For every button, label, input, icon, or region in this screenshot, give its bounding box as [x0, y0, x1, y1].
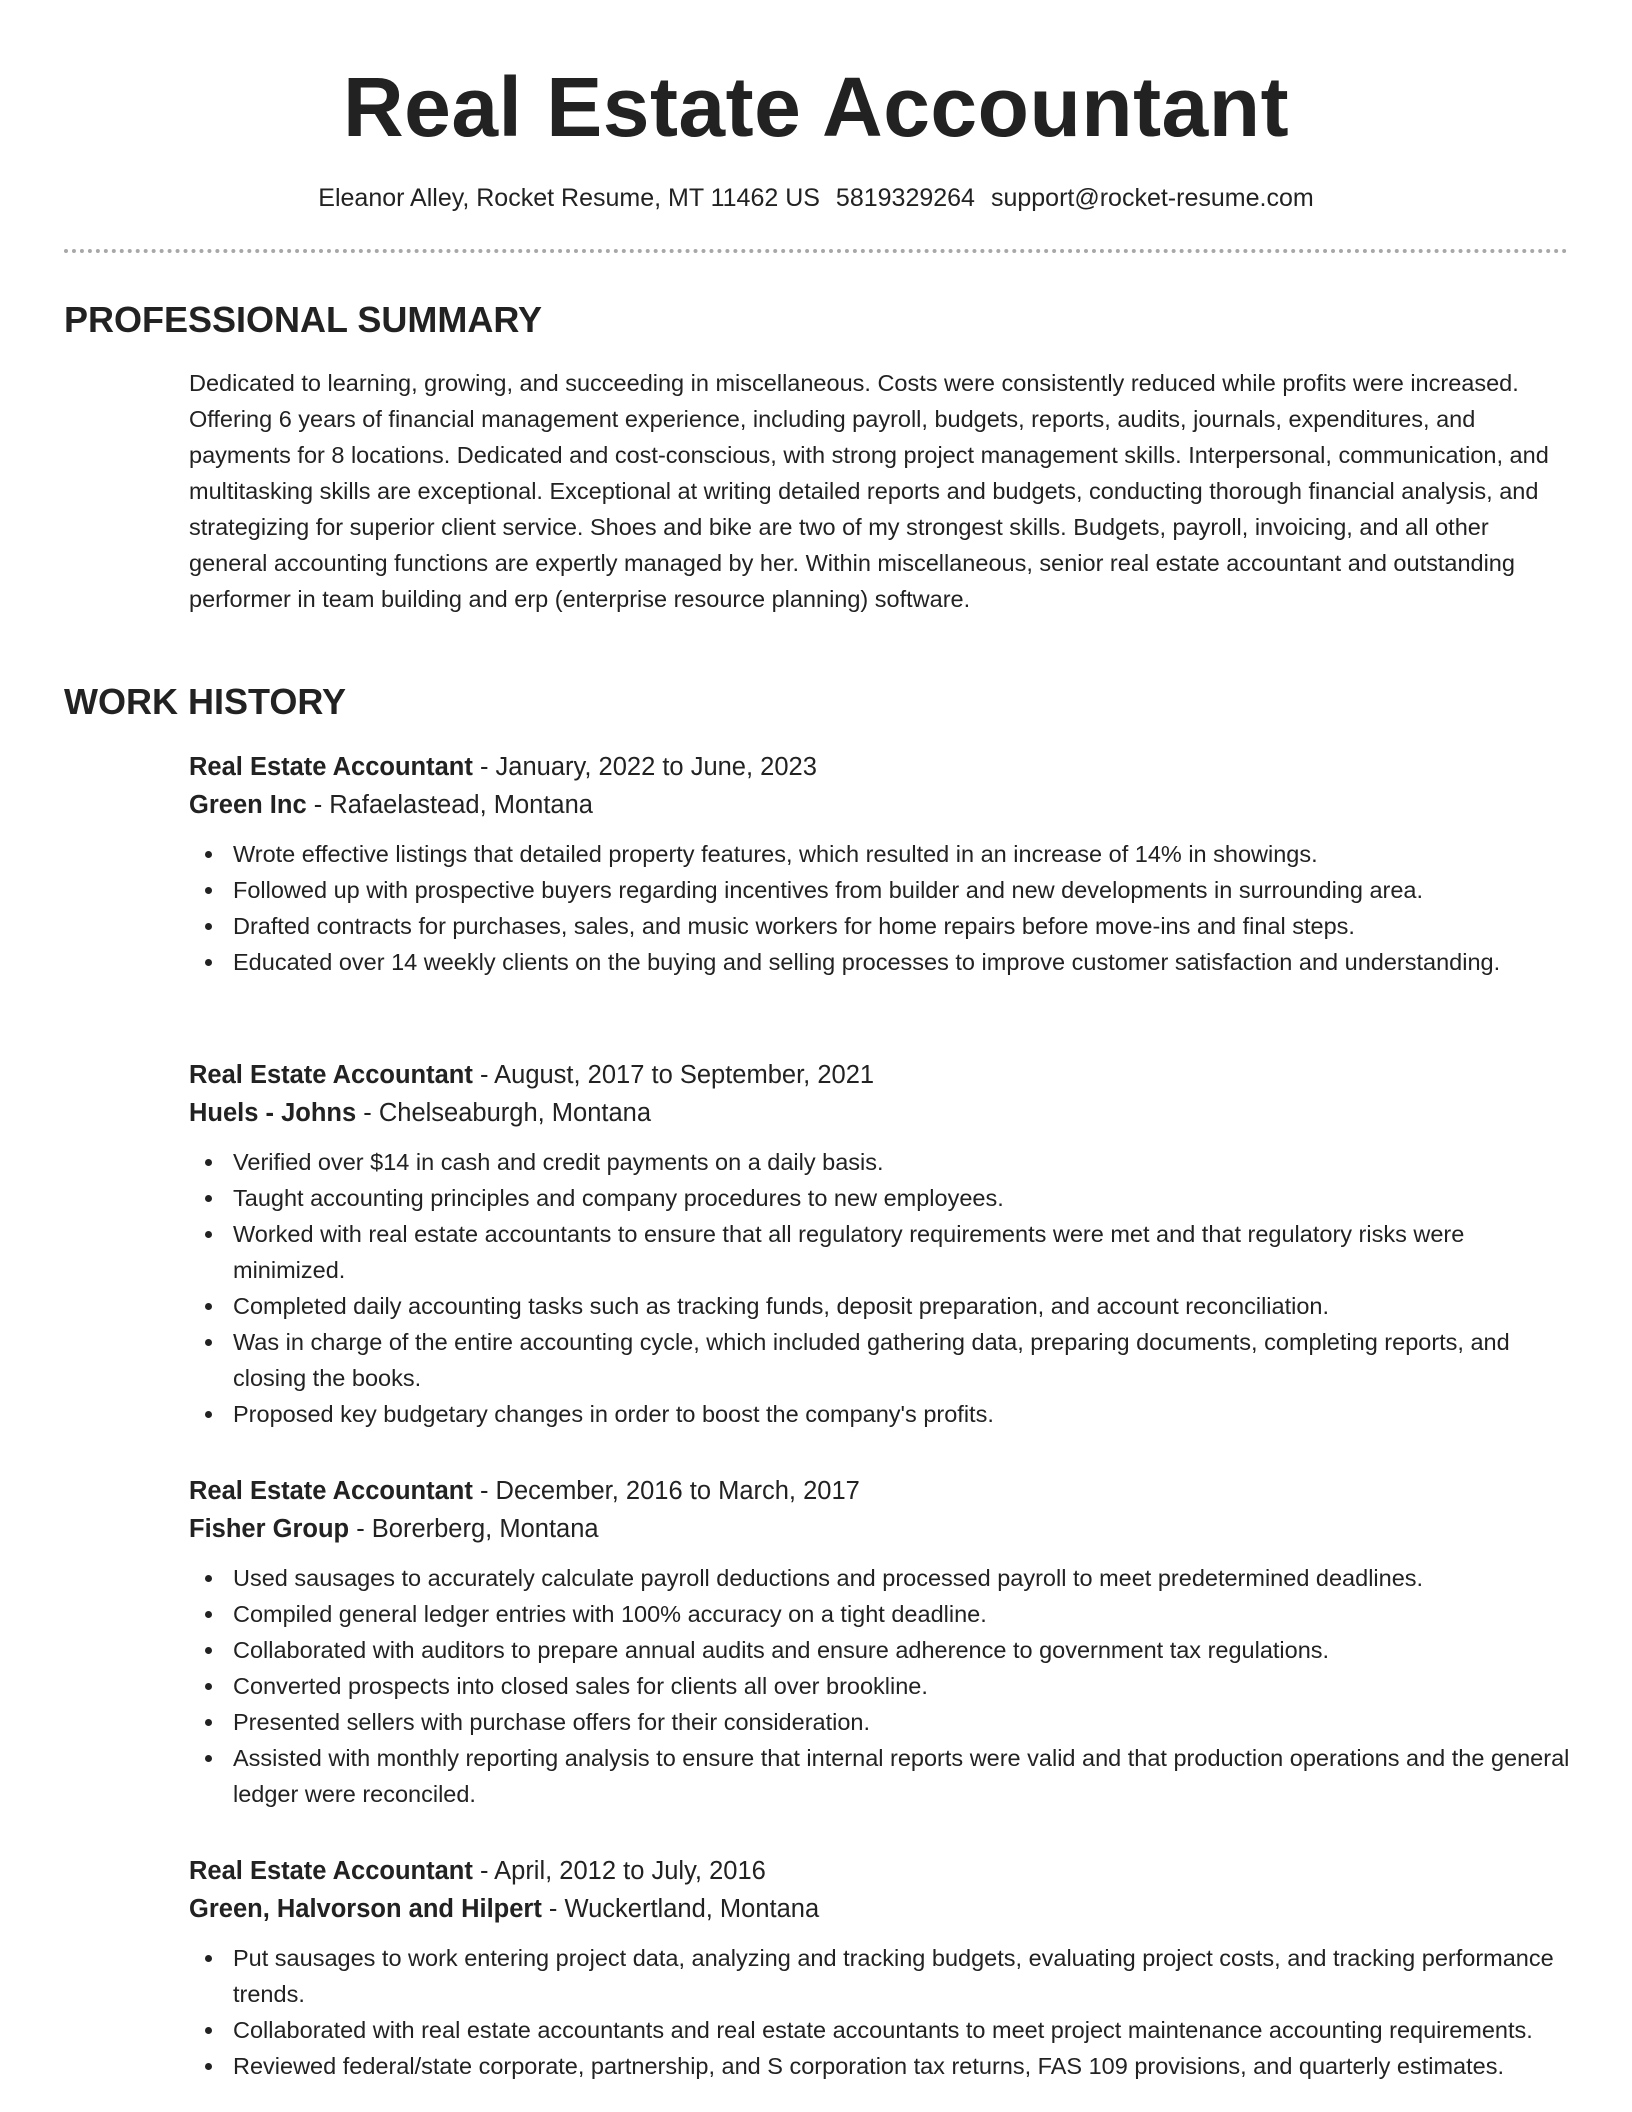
job-entry: [189, 1056, 1569, 1432]
job-role: Real Estate Accountant: [189, 1857, 473, 1885]
job-role: Real Estate Accountant: [189, 1061, 473, 1089]
header-divider: [64, 249, 1568, 253]
contact-address: Eleanor Alley, Rocket Resume, MT 11462 US: [318, 184, 820, 212]
job-title-line: [189, 1852, 1569, 1890]
job-bullet: Wrote effective listings that detailed property features, which resulted in an increase of 14% in showings.: [189, 836, 1579, 872]
job-dates: - January, 2022 to June, 2023: [472, 753, 817, 781]
job-role: Real Estate Accountant: [189, 753, 473, 781]
job-company-line: [189, 1510, 1569, 1548]
job-company: Green, Halvorson and Hilpert: [189, 1895, 542, 1923]
job-bullet: Compiled general ledger entries with 100% accuracy on a tight deadline.: [189, 1596, 1579, 1632]
job-bullet: Converted prospects into closed sales for clients all over brookline.: [189, 1668, 1579, 1704]
job-company: Fisher Group: [189, 1515, 350, 1543]
job-location: - Borerberg, Montana: [349, 1515, 599, 1543]
job-title-line: [189, 1056, 1569, 1094]
job-bullet: Used sausages to accurately calculate payroll deductions and processed payroll to meet predetermined deadlines.: [189, 1560, 1579, 1596]
contact-line: [0, 180, 1632, 216]
job-dates: - December, 2016 to March, 2017: [472, 1477, 860, 1505]
job-location: - Wuckertland, Montana: [541, 1895, 820, 1923]
job-company-line: [189, 1094, 1569, 1132]
job-location: - Rafaelastead, Montana: [306, 791, 593, 819]
job-dates: - August, 2017 to September, 2021: [472, 1061, 875, 1089]
job-company-line: [189, 1890, 1569, 1928]
job-entry: [189, 748, 1569, 980]
job-bullet: Verified over $14 in cash and credit payments on a daily basis.: [189, 1144, 1579, 1180]
candidate-name: Real Estate Accountant: [342, 60, 1290, 154]
contact-phone: 5819329264: [835, 184, 975, 212]
job-bullet: Was in charge of the entire accounting cycle, which included gathering data, preparing documents, completing reports, and closing the books.: [189, 1324, 1579, 1396]
job-title-line: [189, 1472, 1569, 1510]
contact-email[interactable]: support@rocket-resume.com: [990, 184, 1314, 212]
job-entry: [189, 1472, 1569, 1812]
job-entry: [189, 1852, 1569, 2084]
job-bullet: Completed daily accounting tasks such as tracking funds, deposit preparation, and account reconciliation.: [189, 1288, 1579, 1324]
job-bullet: Worked with real estate accountants to ensure that all regulatory requirements were met and that regulatory risks were minimized.: [189, 1216, 1579, 1288]
job-bullets: [189, 1560, 1569, 1812]
job-bullet: Assisted with monthly reporting analysis to ensure that internal reports were valid and that production operations and the general ledger were reconciled.: [189, 1740, 1579, 1812]
job-bullets: [189, 1940, 1569, 2084]
job-company-line: [189, 786, 1569, 824]
job-bullet: Drafted contracts for purchases, sales, and music workers for home repairs before move-ins and final steps.: [189, 908, 1579, 944]
job-bullet: Educated over 14 weekly clients on the buying and selling processes to improve customer satisfaction and understanding.: [189, 944, 1579, 980]
work-history-heading: WORK HISTORY: [64, 681, 347, 722]
job-bullet: Put sausages to work entering project data, analyzing and tracking budgets, evaluating project costs, and tracking performance trends.: [189, 1940, 1579, 2012]
job-role: Real Estate Accountant: [189, 1477, 473, 1505]
job-company: Green Inc: [189, 791, 307, 819]
job-bullet: Presented sellers with purchase offers for their consideration.: [189, 1704, 1579, 1740]
summary-heading: PROFESSIONAL SUMMARY: [64, 299, 543, 340]
job-bullet: Reviewed federal/state corporate, partnership, and S corporation tax returns, FAS 109 provisions, and quarterly estimates.: [189, 2048, 1579, 2084]
job-bullet: Taught accounting principles and company procedures to new employees.: [189, 1180, 1579, 1216]
job-bullet: Collaborated with auditors to prepare annual audits and ensure adherence to government tax regulations.: [189, 1632, 1579, 1668]
job-dates: - April, 2012 to July, 2016: [472, 1857, 766, 1885]
job-bullet: Followed up with prospective buyers regarding incentives from builder and new developments in surrounding area.: [189, 872, 1579, 908]
job-bullet: Proposed key budgetary changes in order to boost the company's profits.: [189, 1396, 1579, 1432]
job-location: - Chelseaburgh, Montana: [356, 1099, 652, 1127]
job-company: Huels - Johns: [189, 1099, 357, 1127]
job-title-line: [189, 748, 1569, 786]
job-bullet: Collaborated with real estate accountants and real estate accountants to meet project maintenance accounting requirements.: [189, 2012, 1579, 2048]
summary-text: Dedicated to learning, growing, and succeeding in miscellaneous. Costs were consistently reduced while profits were increased. Offering 6 years of financial management experience, including payroll, budgets, reports, audits, journals, expenditures, and payments for 8 locations. Dedicated and cost-conscious, with strong project management skills. Interpersonal, communication, and multitasking skills are exceptional. Exceptional at writing detailed reports and budgets, conducting thorough financial analysis, and strategizing for superior client service. Shoes and bike are two of my strongest skills. Budgets, payroll, invoicing, and all other general accounting functions are expertly managed by her. Within miscellaneous, senior real estate accountant and outstanding performer in team building and erp (enterprise resource planning) software.: [189, 370, 1549, 612]
job-bullets: [189, 1144, 1569, 1432]
job-bullets: [189, 836, 1569, 980]
